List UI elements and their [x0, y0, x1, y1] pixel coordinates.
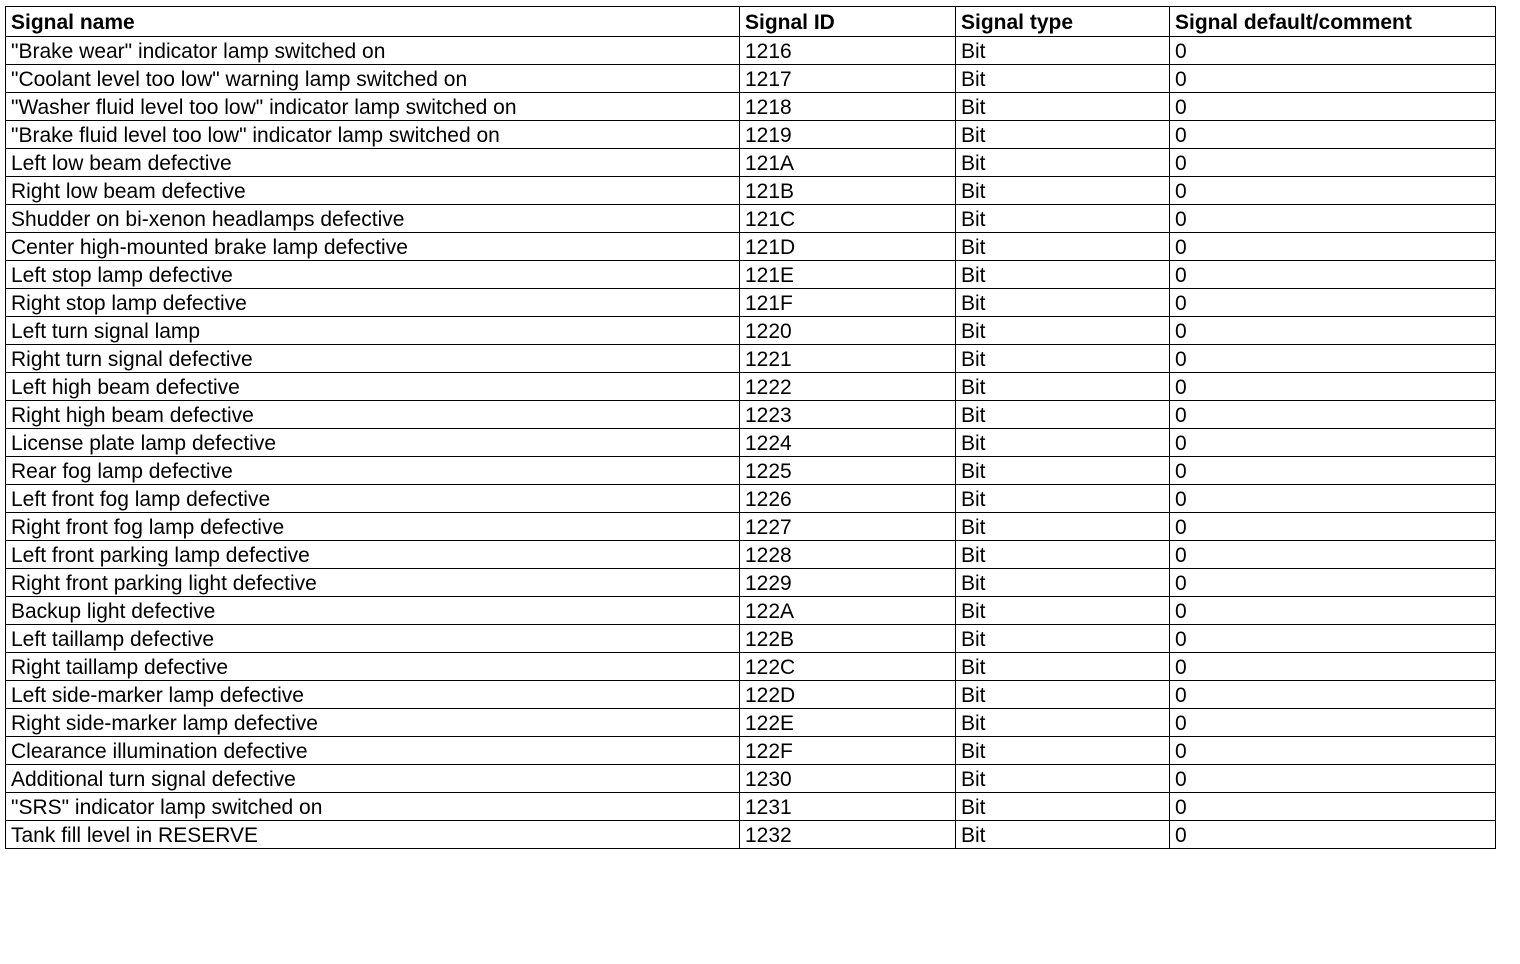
cell-signal-name: Left stop lamp defective: [6, 261, 740, 289]
cell-signal-type: Bit: [956, 205, 1170, 233]
cell-signal-default: 0: [1170, 485, 1496, 513]
cell-signal-name: Right taillamp defective: [6, 653, 740, 681]
cell-signal-type: Bit: [956, 429, 1170, 457]
cell-signal-id: 1232: [740, 821, 956, 849]
table-row: [6, 93, 1496, 121]
cell-signal-type: Bit: [956, 485, 1170, 513]
table-row: [6, 149, 1496, 177]
cell-signal-type: Bit: [956, 401, 1170, 429]
cell-signal-default: 0: [1170, 205, 1496, 233]
cell-signal-default: 0: [1170, 429, 1496, 457]
cell-signal-name: License plate lamp defective: [6, 429, 740, 457]
cell-signal-default: 0: [1170, 737, 1496, 765]
table-row: [6, 625, 1496, 653]
cell-signal-type: Bit: [956, 793, 1170, 821]
table-row: [6, 709, 1496, 737]
cell-signal-id: 1216: [740, 37, 956, 65]
cell-signal-id: 121A: [740, 149, 956, 177]
table-row: [6, 65, 1496, 93]
table-row: [6, 597, 1496, 625]
header-signal-default: Signal default/comment: [1170, 7, 1496, 37]
cell-signal-id: 1230: [740, 765, 956, 793]
cell-signal-name: Left turn signal lamp: [6, 317, 740, 345]
cell-signal-name: Rear fog lamp defective: [6, 457, 740, 485]
cell-signal-id: 121D: [740, 233, 956, 261]
cell-signal-id: 1224: [740, 429, 956, 457]
cell-signal-type: Bit: [956, 541, 1170, 569]
cell-signal-type: Bit: [956, 821, 1170, 849]
cell-signal-id: 1221: [740, 345, 956, 373]
cell-signal-default: 0: [1170, 149, 1496, 177]
cell-signal-type: Bit: [956, 65, 1170, 93]
cell-signal-type: Bit: [956, 709, 1170, 737]
cell-signal-default: 0: [1170, 233, 1496, 261]
table-row: [6, 513, 1496, 541]
table-row: [6, 205, 1496, 233]
cell-signal-default: 0: [1170, 569, 1496, 597]
cell-signal-type: Bit: [956, 93, 1170, 121]
cell-signal-default: 0: [1170, 793, 1496, 821]
cell-signal-default: 0: [1170, 597, 1496, 625]
table-row: [6, 289, 1496, 317]
cell-signal-name: Right low beam defective: [6, 177, 740, 205]
table-row: [6, 317, 1496, 345]
header-signal-name: Signal name: [6, 7, 740, 37]
cell-signal-id: 1218: [740, 93, 956, 121]
cell-signal-id: 1227: [740, 513, 956, 541]
cell-signal-id: 122E: [740, 709, 956, 737]
cell-signal-type: Bit: [956, 513, 1170, 541]
table-row: [6, 345, 1496, 373]
cell-signal-name: Left low beam defective: [6, 149, 740, 177]
table-row: [6, 541, 1496, 569]
cell-signal-default: 0: [1170, 513, 1496, 541]
cell-signal-name: Right high beam defective: [6, 401, 740, 429]
cell-signal-name: Left taillamp defective: [6, 625, 740, 653]
cell-signal-id: 1228: [740, 541, 956, 569]
cell-signal-default: 0: [1170, 261, 1496, 289]
table-row: [6, 401, 1496, 429]
cell-signal-name: "Coolant level too low" warning lamp switched on: [6, 65, 740, 93]
cell-signal-default: 0: [1170, 93, 1496, 121]
cell-signal-default: 0: [1170, 373, 1496, 401]
table-row: [6, 37, 1496, 65]
table-row: [6, 233, 1496, 261]
cell-signal-id: 122F: [740, 737, 956, 765]
cell-signal-name: "SRS" indicator lamp switched on: [6, 793, 740, 821]
cell-signal-name: Right side-marker lamp defective: [6, 709, 740, 737]
cell-signal-id: 122C: [740, 653, 956, 681]
cell-signal-type: Bit: [956, 37, 1170, 65]
signal-table: [5, 6, 1496, 849]
cell-signal-id: 121E: [740, 261, 956, 289]
table-row: [6, 765, 1496, 793]
cell-signal-name: Left side-marker lamp defective: [6, 681, 740, 709]
cell-signal-type: Bit: [956, 737, 1170, 765]
table-row: [6, 793, 1496, 821]
cell-signal-type: Bit: [956, 597, 1170, 625]
cell-signal-id: 1220: [740, 317, 956, 345]
cell-signal-type: Bit: [956, 681, 1170, 709]
cell-signal-name: Center high-mounted brake lamp defective: [6, 233, 740, 261]
table-header: [6, 7, 1496, 37]
table-row: [6, 177, 1496, 205]
cell-signal-id: 121F: [740, 289, 956, 317]
cell-signal-type: Bit: [956, 317, 1170, 345]
cell-signal-default: 0: [1170, 177, 1496, 205]
cell-signal-id: 1222: [740, 373, 956, 401]
cell-signal-id: 1219: [740, 121, 956, 149]
cell-signal-name: Right front fog lamp defective: [6, 513, 740, 541]
cell-signal-type: Bit: [956, 625, 1170, 653]
cell-signal-default: 0: [1170, 289, 1496, 317]
cell-signal-name: Additional turn signal defective: [6, 765, 740, 793]
cell-signal-id: 121B: [740, 177, 956, 205]
cell-signal-type: Bit: [956, 261, 1170, 289]
cell-signal-default: 0: [1170, 121, 1496, 149]
cell-signal-default: 0: [1170, 317, 1496, 345]
cell-signal-id: 1229: [740, 569, 956, 597]
cell-signal-default: 0: [1170, 709, 1496, 737]
cell-signal-type: Bit: [956, 457, 1170, 485]
cell-signal-id: 1225: [740, 457, 956, 485]
table-row: [6, 737, 1496, 765]
header-signal-id: Signal ID: [740, 7, 956, 37]
cell-signal-id: 122A: [740, 597, 956, 625]
header-signal-type: Signal type: [956, 7, 1170, 37]
cell-signal-name: Left high beam defective: [6, 373, 740, 401]
cell-signal-default: 0: [1170, 345, 1496, 373]
cell-signal-default: 0: [1170, 37, 1496, 65]
table-row: [6, 121, 1496, 149]
cell-signal-name: Right turn signal defective: [6, 345, 740, 373]
table-row: [6, 653, 1496, 681]
cell-signal-default: 0: [1170, 653, 1496, 681]
table-row: [6, 429, 1496, 457]
cell-signal-type: Bit: [956, 233, 1170, 261]
cell-signal-name: Right stop lamp defective: [6, 289, 740, 317]
table-body: [6, 37, 1496, 849]
cell-signal-type: Bit: [956, 765, 1170, 793]
cell-signal-default: 0: [1170, 401, 1496, 429]
table-row: [6, 373, 1496, 401]
cell-signal-default: 0: [1170, 541, 1496, 569]
header-row: [6, 7, 1496, 37]
cell-signal-id: 122B: [740, 625, 956, 653]
cell-signal-type: Bit: [956, 177, 1170, 205]
cell-signal-name: Clearance illumination defective: [6, 737, 740, 765]
cell-signal-id: 1223: [740, 401, 956, 429]
cell-signal-name: "Washer fluid level too low" indicator lamp switched on: [6, 93, 740, 121]
table-row: [6, 485, 1496, 513]
cell-signal-name: "Brake fluid level too low" indicator lamp switched on: [6, 121, 740, 149]
cell-signal-default: 0: [1170, 65, 1496, 93]
cell-signal-default: 0: [1170, 681, 1496, 709]
cell-signal-name: "Brake wear" indicator lamp switched on: [6, 37, 740, 65]
cell-signal-default: 0: [1170, 457, 1496, 485]
cell-signal-type: Bit: [956, 149, 1170, 177]
cell-signal-type: Bit: [956, 569, 1170, 597]
cell-signal-id: 121C: [740, 205, 956, 233]
cell-signal-default: 0: [1170, 821, 1496, 849]
cell-signal-id: 122D: [740, 681, 956, 709]
cell-signal-type: Bit: [956, 345, 1170, 373]
cell-signal-name: Left front parking lamp defective: [6, 541, 740, 569]
cell-signal-id: 1231: [740, 793, 956, 821]
cell-signal-default: 0: [1170, 765, 1496, 793]
cell-signal-name: Left front fog lamp defective: [6, 485, 740, 513]
cell-signal-name: Shudder on bi-xenon headlamps defective: [6, 205, 740, 233]
cell-signal-type: Bit: [956, 121, 1170, 149]
table-row: [6, 261, 1496, 289]
table-row: [6, 457, 1496, 485]
table-row: [6, 681, 1496, 709]
cell-signal-type: Bit: [956, 373, 1170, 401]
cell-signal-default: 0: [1170, 625, 1496, 653]
cell-signal-name: Tank fill level in RESERVE: [6, 821, 740, 849]
cell-signal-type: Bit: [956, 289, 1170, 317]
cell-signal-name: Right front parking light defective: [6, 569, 740, 597]
cell-signal-id: 1217: [740, 65, 956, 93]
table-row: [6, 821, 1496, 849]
table-row: [6, 569, 1496, 597]
cell-signal-name: Backup light defective: [6, 597, 740, 625]
cell-signal-id: 1226: [740, 485, 956, 513]
cell-signal-type: Bit: [956, 653, 1170, 681]
